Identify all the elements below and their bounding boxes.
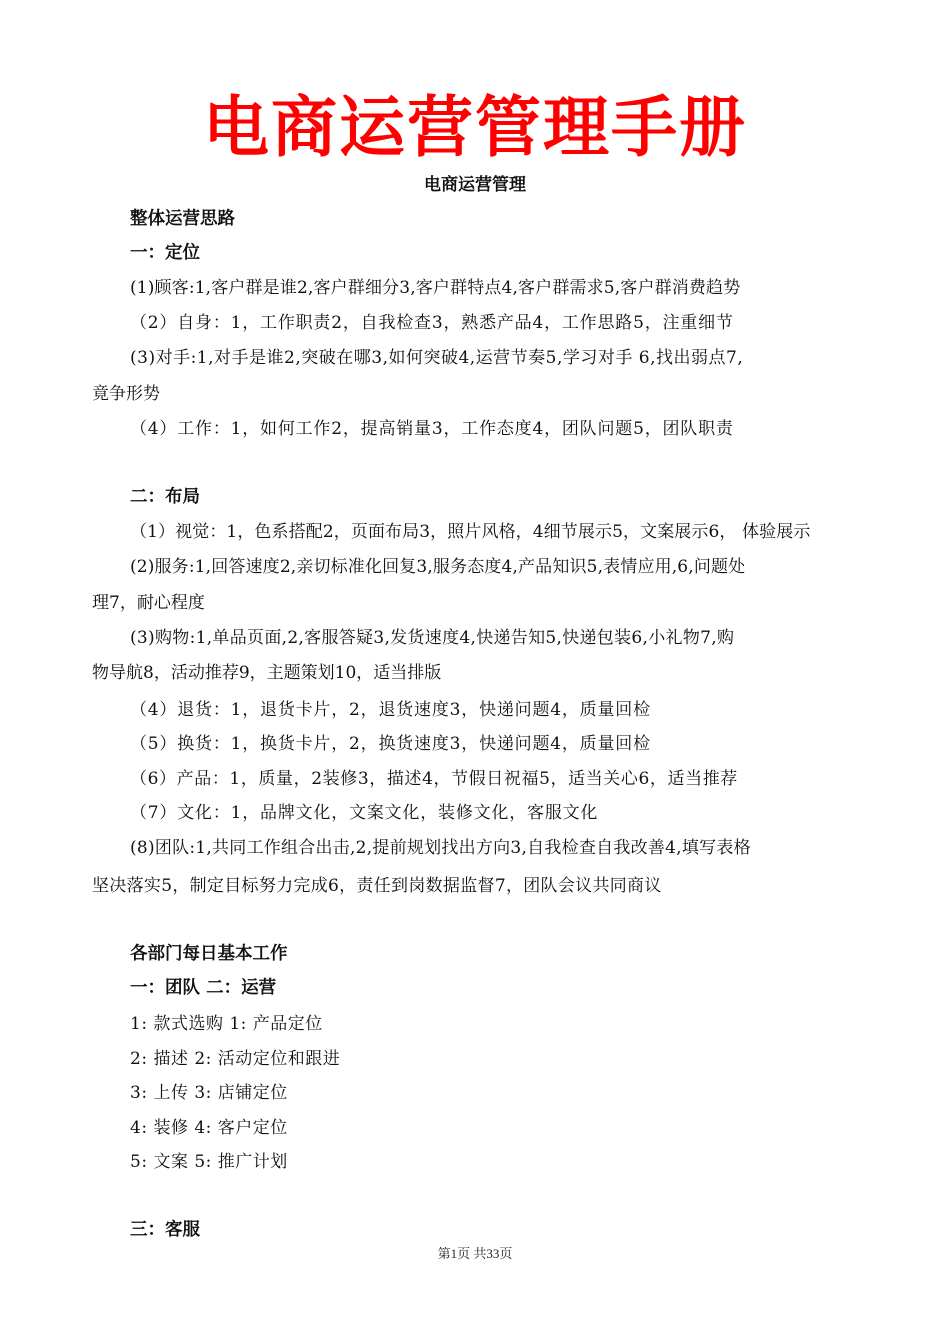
paragraph-line: （2）自身：1，工作职责2，自我检查3，熟悉产品4，工作思路5，注重细节 [130,313,734,333]
list-item: 2: 描述 2: 活动定位和跟进 [130,1049,341,1069]
document-title: 电商运营管理手册 [203,89,747,166]
paragraph-line: (3)购物:1,单品页面,2,客服答疑3,发货速度4,快递告知5,快递包装6,小礼物7,购 [130,628,735,648]
list-item: 5: 文案 5: 推广计划 [130,1152,288,1172]
paragraph-line: (1)顾客:1,客户群是谁2,客户群细分3,客户群特点4,客户群需求5,客户群消费趋势 [130,278,741,298]
paragraph-line: （1）视觉：1，色系搭配2，页面布局3，照片风格，4细节展示5，文案展示6， 体验展示 [130,522,811,542]
subsection-heading-layout: 二：布局 [130,487,200,507]
paragraph-line: (2)服务:1,回答速度2,亲切标准化回复3,服务态度4,产品知识5,表情应用,6,问题处 [130,557,746,577]
list-item: 4: 装修 4: 客户定位 [130,1118,288,1138]
paragraph-line: 坚决落实5，制定目标努力完成6，责任到岗数据监督7，团队会议共同商议 [92,876,662,896]
paragraph-line: (8)团队:1,共同工作组合出击,2,提前规划找出方向3,自我检查自我改善4,填写表格 [130,838,751,858]
paragraph-line: （7）文化：1，品牌文化，文案文化，装修文化，客服文化 [130,803,599,823]
paragraph-line: 物导航8，活动推荐9，主题策划10，适当排版 [92,663,442,683]
paragraph-line: （4）退货：1，退货卡片，2，退货速度3，快递问题4，质量回检 [130,700,651,720]
section-heading-daily-work: 各部门每日基本工作 [130,944,288,964]
subsection-heading-positioning: 一：定位 [130,243,200,263]
subsection-heading-customer-service: 三：客服 [130,1220,200,1240]
list-item: 1: 款式选购 1: 产品定位 [130,1014,323,1034]
subsection-heading-team-operations: 一：团队 二：运营 [130,978,277,998]
paragraph-line: 竟争形势 [92,384,160,404]
section-heading-overall: 整体运营思路 [130,209,235,229]
paragraph-line: (3)对手:1,对手是谁2,突破在哪3,如何突破4,运营节奏5,学习对手 6,找出弱点7, [130,348,744,368]
document-subtitle: 电商运营管理 [424,175,526,195]
list-item: 3: 上传 3: 店铺定位 [130,1083,288,1103]
page-footer: 第1页 共33页 [437,1246,513,1261]
paragraph-line: 理7，耐心程度 [92,593,205,613]
paragraph-line: （5）换货：1，换货卡片，2，换货速度3，快递问题4，质量回检 [130,734,651,754]
paragraph-line: （4）工作：1，如何工作2，提高销量3，工作态度4，团队问题5，团队职责 [130,419,734,439]
paragraph-line: （6）产品：1，质量，2装修3，描述4，节假日祝福5，适当关心6，适当推荐 [130,769,738,789]
